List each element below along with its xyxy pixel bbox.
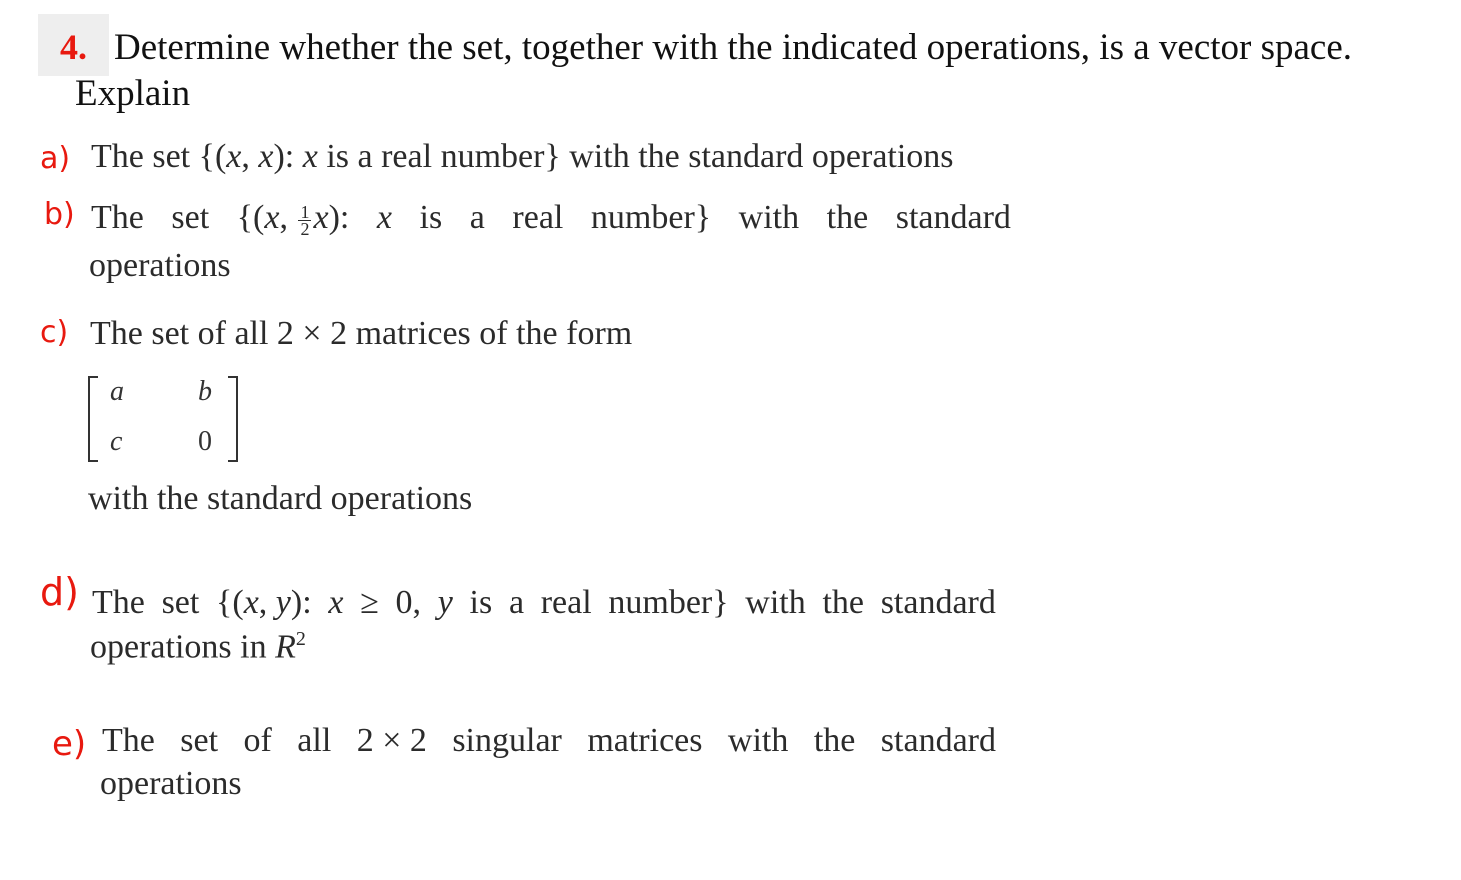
matrix-entry-a: a bbox=[110, 376, 124, 407]
part-b-line2: operations bbox=[89, 247, 231, 284]
part-d-label: d) bbox=[40, 570, 79, 614]
part-c-after: with the standard operations bbox=[88, 480, 473, 517]
part-b-line1: The set {(x, $\frac{1}{2}$ x): x is a real number} with the standard bbox=[91, 199, 1011, 239]
part-d-line1: The set {(x, y): x ≥ 0, y is a real number} with the standard bbox=[92, 584, 996, 621]
problem-prompt-line1: Determine whether the set, together with the indicated operations, is a vector space. bbox=[114, 27, 1353, 68]
part-a-label: a) bbox=[40, 141, 71, 176]
matrix-form bbox=[88, 372, 238, 462]
part-e-line1: The set of all 2 × 2 singular matrices with the standard bbox=[102, 722, 996, 759]
part-b-label: b) bbox=[44, 197, 75, 232]
part-e-label: e) bbox=[52, 724, 87, 764]
problem-number: 4. bbox=[60, 27, 87, 67]
part-d-line2: operations in $R^2$ bbox=[90, 628, 306, 666]
matrix-left-bracket bbox=[88, 376, 98, 462]
part-c-text: The set of all 2 × 2 matrices of the form bbox=[90, 315, 633, 352]
matrix-entry-0: 0 bbox=[198, 426, 212, 457]
problem-prompt-line2: Explain bbox=[75, 73, 191, 114]
part-a-text: The set {(x, x): x is a real number} with the standard operations bbox=[91, 138, 954, 175]
part-e-line2: operations bbox=[100, 765, 242, 802]
matrix-entry-c: c bbox=[110, 426, 123, 457]
part-c-label: c) bbox=[40, 315, 69, 350]
problem-number-box bbox=[38, 14, 109, 76]
matrix-entry-b: b bbox=[198, 376, 212, 407]
matrix-right-bracket bbox=[228, 376, 238, 462]
